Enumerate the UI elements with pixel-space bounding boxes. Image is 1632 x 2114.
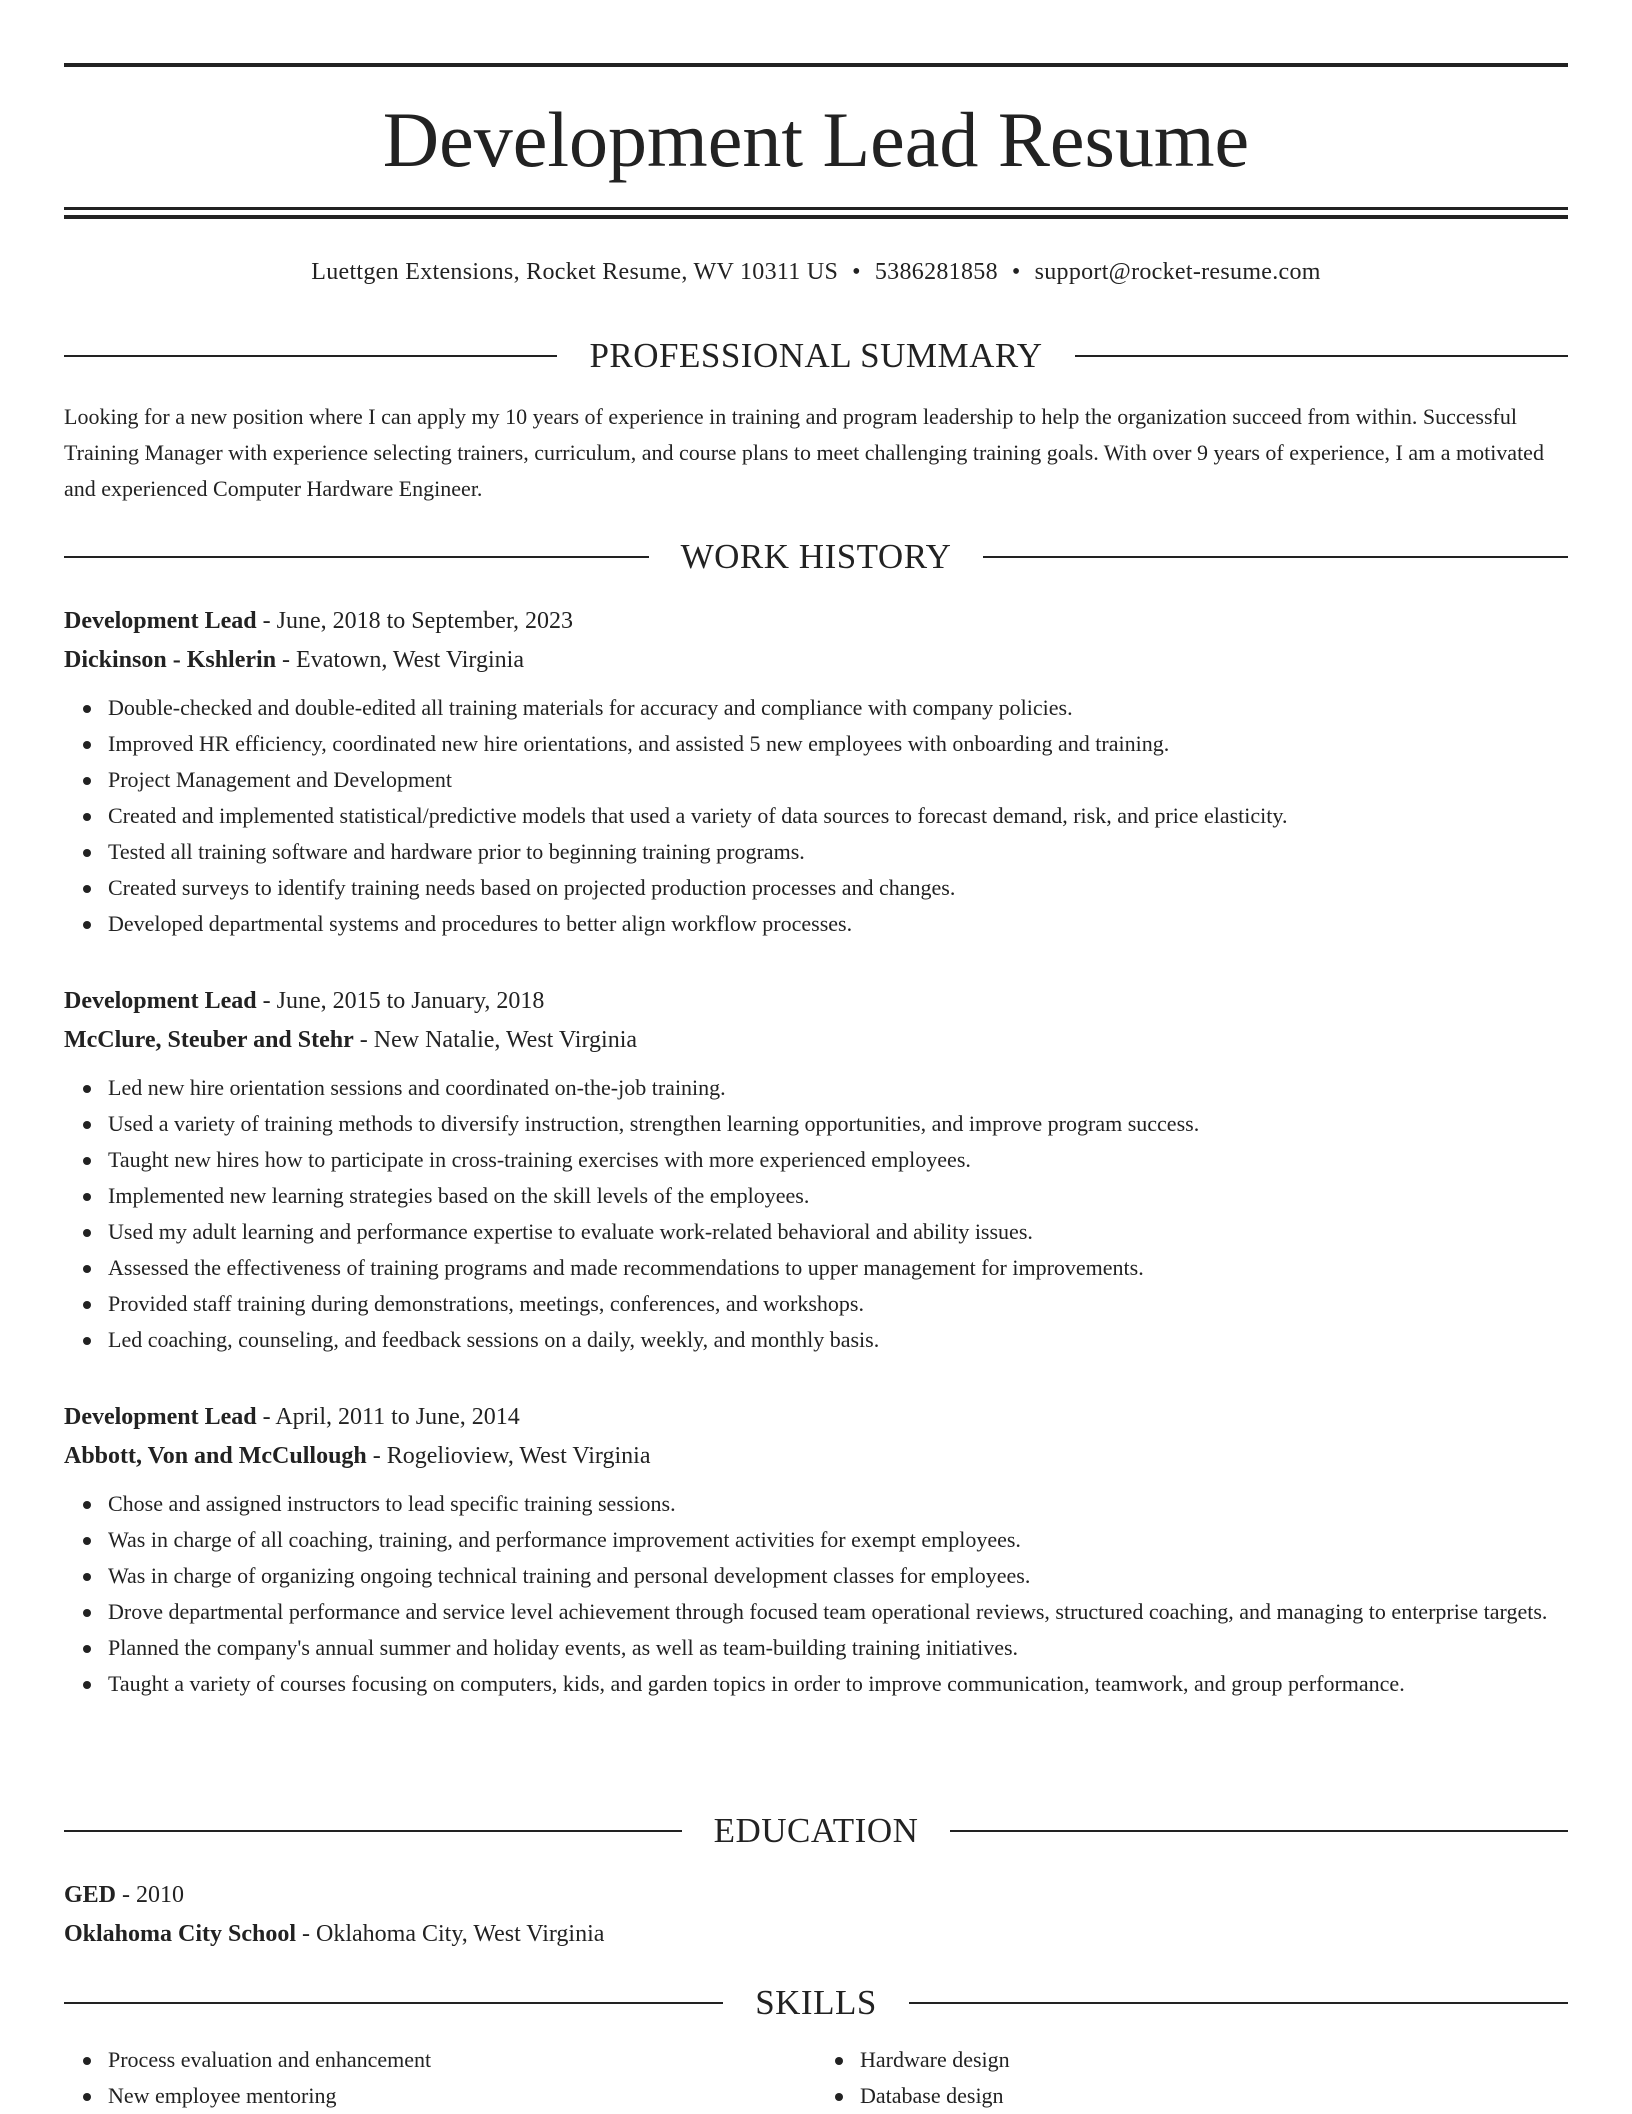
section-header-skills	[64, 1981, 1568, 2025]
job-bullets	[64, 1486, 1568, 1702]
job-location: - Rogelioview, West Virginia	[366, 1443, 651, 1469]
education-school: Oklahoma City School	[64, 1921, 297, 1947]
job-entry	[64, 1398, 1568, 1702]
job-title: Development Lead	[64, 608, 257, 634]
list-item: Led coaching, counseling, and feedback sessions on a daily, weekly, and monthly basis.	[108, 1322, 1568, 1358]
job-title-line	[64, 1398, 1568, 1437]
skills-list	[64, 2042, 1568, 2114]
list-item: Implemented new learning strategies based on the skill levels of the employees.	[108, 1178, 1568, 1214]
section-header-work	[64, 535, 1568, 579]
job-title: Development Lead	[64, 1404, 257, 1430]
list-item: Double-checked and double-edited all training materials for accuracy and compliance with company policies.	[108, 690, 1568, 726]
job-company: McClure, Steuber and Stehr	[64, 1027, 354, 1053]
job-bullets	[64, 1070, 1568, 1358]
skill-item: Process evaluation and enhancement	[108, 2042, 816, 2078]
list-item: Was in charge of all coaching, training, and performance improvement activities for exempt employees.	[108, 1522, 1568, 1558]
job-entry	[64, 602, 1568, 942]
education-year: - 2010	[116, 1882, 185, 1908]
top-rule	[64, 63, 1568, 67]
list-item: Led new hire orientation sessions and coordinated on-the-job training.	[108, 1070, 1568, 1106]
job-entry	[64, 982, 1568, 1358]
section-rule	[909, 2002, 1568, 2004]
job-dates: - June, 2018 to September, 2023	[256, 608, 573, 634]
job-company: Dickinson - Kshlerin	[64, 647, 277, 673]
list-item: Taught a variety of courses focusing on computers, kids, and garden topics in order to improve communication, teamwork, and group performance.	[108, 1666, 1568, 1702]
skills-column-left	[64, 2042, 816, 2114]
contact-separator: •	[1011, 259, 1021, 285]
list-item: Project Management and Development	[108, 762, 1568, 798]
job-title-line	[64, 982, 1568, 1021]
list-item: Taught new hires how to participate in cross-training exercises with more experienced employees.	[108, 1142, 1568, 1178]
list-item: Drove departmental performance and service level achievement through focused team operational reviews, structured coaching, and managing to enterprise targets.	[108, 1594, 1568, 1630]
section-title: SKILLS	[755, 1983, 877, 2022]
job-bullets	[64, 690, 1568, 942]
contact-separator: •	[852, 259, 861, 285]
job-company: Abbott, Von and McCullough	[64, 1443, 367, 1469]
section-rule	[64, 355, 557, 357]
section-header-summary	[64, 334, 1568, 378]
job-dates: - April, 2011 to June, 2014	[256, 1404, 520, 1430]
contact-address: Luettgen Extensions, Rocket Resume, WV 10311 US	[311, 259, 839, 285]
job-company-line	[64, 641, 1568, 680]
section-rule	[64, 556, 649, 558]
education-degree-line	[64, 1876, 1568, 1915]
list-item: Created and implemented statistical/predictive models that used a variety of data sources to forecast demand, risk, and price elasticity.	[108, 798, 1568, 834]
contact-email: support@rocket-resume.com	[1034, 259, 1321, 285]
section-header-education	[64, 1809, 1568, 1853]
education-location: - Oklahoma City, West Virginia	[296, 1921, 605, 1947]
list-item: Tested all training software and hardware prior to beginning training programs.	[108, 834, 1568, 870]
list-item: Was in charge of organizing ongoing technical training and personal development classes for employees.	[108, 1558, 1568, 1594]
resume-title: Development Lead Resume	[382, 96, 1250, 183]
list-item: Assessed the effectiveness of training programs and made recommendations to upper management for improvements.	[108, 1250, 1568, 1286]
list-item: Created surveys to identify training needs based on projected production processes and changes.	[108, 870, 1568, 906]
section-rule	[983, 556, 1568, 558]
education-school-line	[64, 1915, 1568, 1954]
list-item: Provided staff training during demonstrations, meetings, conferences, and workshops.	[108, 1286, 1568, 1322]
job-company-line	[64, 1021, 1568, 1060]
title-rule-lower	[64, 215, 1568, 219]
section-rule	[1075, 355, 1568, 357]
job-title-line	[64, 602, 1568, 641]
section-title: PROFESSIONAL SUMMARY	[589, 336, 1043, 375]
section-title: WORK HISTORY	[680, 537, 952, 576]
job-location: - Evatown, West Virginia	[276, 647, 524, 673]
list-item: Improved HR efficiency, coordinated new hire orientations, and assisted 5 new employees with onboarding and training.	[108, 726, 1568, 762]
job-title: Development Lead	[64, 988, 257, 1014]
list-item: Used my adult learning and performance expertise to evaluate work-related behavioral and ability issues.	[108, 1214, 1568, 1250]
section-rule	[64, 2002, 723, 2004]
job-company-line	[64, 1437, 1568, 1476]
education-degree: GED	[64, 1882, 117, 1908]
contact-line	[64, 255, 1568, 289]
list-item: Used a variety of training methods to diversify instruction, strengthen learning opportunities, and improve program success.	[108, 1106, 1568, 1142]
list-item: Developed departmental systems and procedures to better align workflow processes.	[108, 906, 1568, 942]
contact-phone: 5386281858	[874, 259, 998, 285]
section-title: EDUCATION	[713, 1811, 919, 1850]
list-item: Planned the company's annual summer and holiday events, as well as team-building training initiatives.	[108, 1630, 1568, 1666]
job-dates: - June, 2015 to January, 2018	[256, 988, 545, 1014]
job-location: - New Natalie, West Virginia	[353, 1027, 638, 1053]
skill-item: Database design	[860, 2078, 1568, 2114]
title-rule-upper	[64, 207, 1568, 210]
section-rule	[950, 1830, 1568, 1832]
skills-column-right	[816, 2042, 1568, 2114]
list-item: Chose and assigned instructors to lead specific training sessions.	[108, 1486, 1568, 1522]
skill-item: New employee mentoring	[108, 2078, 816, 2114]
summary-text: Looking for a new position where I can apply my 10 years of experience in training and program leadership to help the organization succeed from within. Successful Training Manager with experience selecting trainers, curriculum, and course plans to meet challenging training goals. With over 9 years of experience, I am a motivated and experienced Computer Hardware Engineer.	[64, 404, 1544, 501]
section-rule	[64, 1830, 682, 1832]
education-entry	[64, 1876, 1568, 1954]
skill-item: Hardware design	[860, 2042, 1568, 2078]
